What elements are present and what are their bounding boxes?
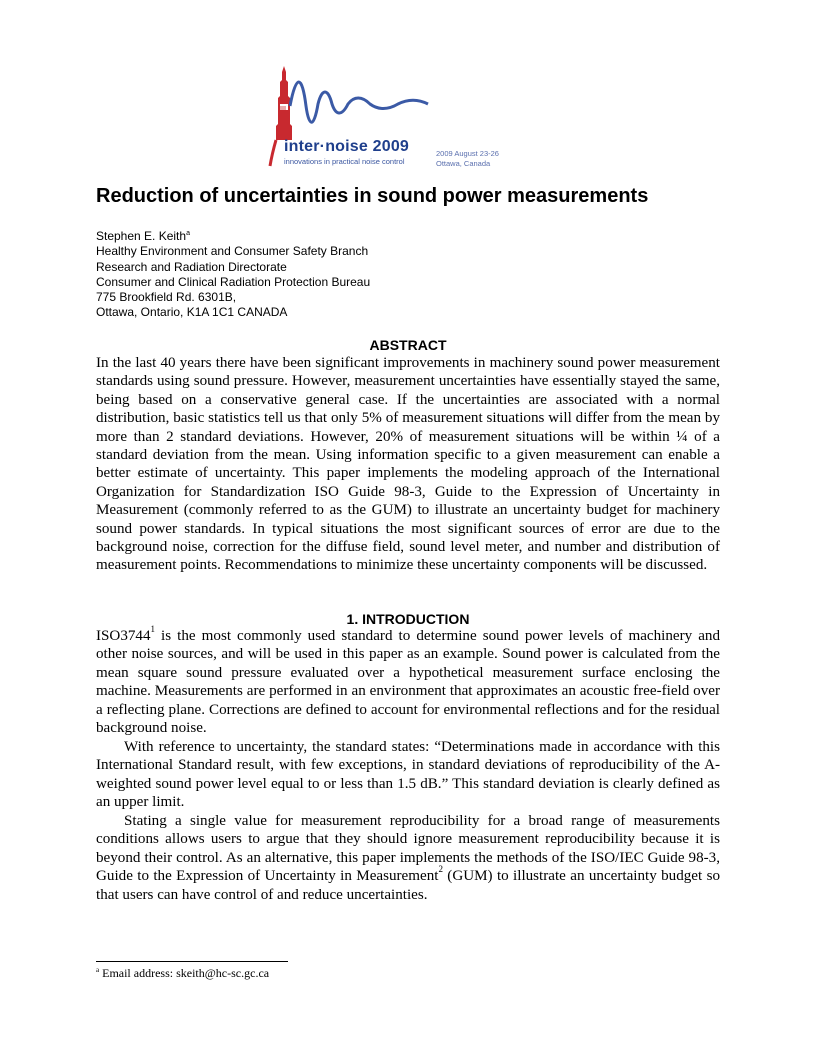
reference-marker: 1 <box>150 624 156 634</box>
footnote <box>96 966 269 980</box>
author-name: Stephen E. Keith <box>96 229 187 243</box>
logo-wordmark: inter·noise 2009 <box>284 138 410 155</box>
conference-logo <box>268 66 558 174</box>
paragraph-text: Stating a single value for measurement reproducibility for a broad range of measurements conditions allows users to argue that they should ignore measurement reproducibility because it is beyond their control. As an alternative, this paper implements the methods of the ISO/IEC Guide 98-3, Guide to the Expression of Uncertainty in Measurement <box>96 813 720 885</box>
affiliation-line: Healthy Environment and Consumer Safety Branch <box>96 244 369 259</box>
abstract-heading: ABSTRACT <box>369 337 447 353</box>
logo-place: Ottawa, Canada <box>436 159 491 168</box>
standard-name: ISO3744 <box>96 628 151 644</box>
introduction-paragraph-2: With reference to uncertainty, the standard states: “Determinations made in accordance with this International Standard result, with few exceptions, in standard deviations of reproducibility of the A-weighted sound power level equal to or less than 1.5 dB.” This standard deviation is clearly defined as an upper limit. <box>96 739 720 811</box>
introduction-heading: 1. INTRODUCTION <box>346 611 470 627</box>
paper-title: Reduction of uncertainties in sound power measurements <box>96 185 649 207</box>
author-block <box>96 229 370 321</box>
introduction-paragraph-1 <box>96 624 720 737</box>
footnote-text: Email address: skeith@hc-sc.gc.ca <box>99 966 270 980</box>
abstract-text: In the last 40 years there have been significant improvements in machinery sound power measurement standards using sound pressure. However, measurement uncertainties have essentially stayed the same, being based on a conservative general case. If the uncertainties are associated with a normal distribution, basic statistics tell us that only 5% of measurement situations will differ from the mean by more than 2 standard deviations. However, 20% of measurement situations will be within ¼ of a standard deviation from the mean. Using information specific to a given measurement can enable a better estimate of uncertainty. This paper implements the modeling approach of the International Organization for Standardization ISO Guide 98-3, Guide to the Expression of Uncertainty in Measurement (commonly referred to as the GUM) to illustrate an uncertainty budget for machinery sound power standards. In typical situations the most significant sources of error are due to the background noise, correction for the diffuse field, sound level meter, and number and distribution of measurement points. Recommendations to minimize these uncertainty components will be discussed. <box>96 355 720 574</box>
affiliation-line: Ottawa, Ontario, K1A 1C1 CANADA <box>96 305 288 320</box>
introduction-paragraph-3 <box>96 812 720 904</box>
reference-marker: 2 <box>438 864 443 875</box>
footnote-divider <box>96 961 288 962</box>
affiliation-line: Consumer and Clinical Radiation Protection Bureau <box>96 274 371 289</box>
logo-date: 2009 August 23-26 <box>436 149 499 158</box>
author-line <box>96 229 370 244</box>
affiliation-line: 775 Brookfield Rd. 6301B, <box>96 290 237 305</box>
paragraph-text: (GUM) to illustrate an uncertainty budget so that users can have control of and reduce uncertainties. <box>96 868 720 903</box>
logo-tagline: innovations in practical noise control <box>284 157 405 166</box>
affiliation-line: Research and Radiation Directorate <box>96 259 287 274</box>
author-footnote-marker: a <box>186 230 190 237</box>
footnote-marker: a <box>96 966 100 974</box>
paragraph-text: is the most commonly used standard to determine sound power levels of machinery and other noise sources, and will be used in this paper as an example. Sound power is calculated from the mean square sound pressure evaluated over a hypothetical measurement surface enclosing the machine. Measurements are performed in an environment that approximates an acoustic free-field over a reflecting plane. Corrections are defined to account for environmental reflections and for the residual background noise. <box>96 628 720 737</box>
